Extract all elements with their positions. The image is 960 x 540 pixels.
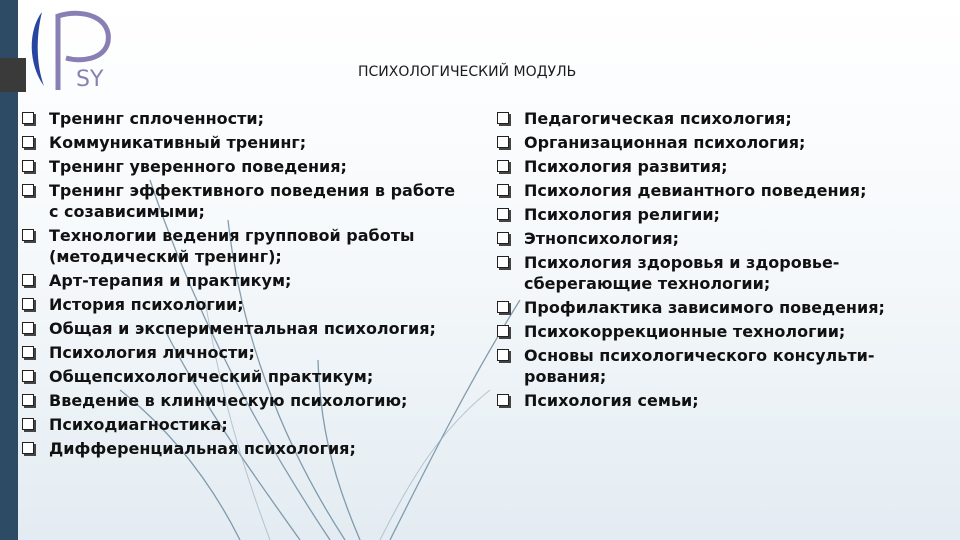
- list-item: [497, 321, 897, 342]
- checkbox-bullet-icon: [497, 301, 509, 313]
- list-item: [22, 294, 462, 315]
- list-item-text: Арт-терапия и практикум;: [49, 271, 292, 290]
- list-item-text: Введение в клиническую психологию;: [49, 391, 408, 410]
- checkbox-bullet-icon: [497, 160, 509, 172]
- list-item: [22, 108, 462, 129]
- list-item: [22, 366, 462, 387]
- checkbox-bullet-icon: [22, 418, 34, 430]
- list-item-text: Общепсихологический практикум;: [49, 367, 374, 386]
- list-item-text: Основы психологического консульти-рования;: [524, 346, 875, 386]
- list-item: [497, 132, 897, 153]
- list-item: [497, 108, 897, 129]
- list-item: [497, 204, 897, 225]
- checkbox-bullet-icon: [22, 160, 34, 172]
- list-item-text: Общая и экспериментальная психология;: [49, 319, 436, 338]
- list-item: [22, 414, 462, 435]
- checkbox-bullet-icon: [22, 322, 34, 334]
- checkbox-bullet-icon: [22, 442, 34, 454]
- list-item: [22, 270, 462, 291]
- list-item: [22, 225, 462, 267]
- list-item-text: Психология семьи;: [524, 391, 699, 410]
- right-topic-list: [497, 108, 897, 414]
- list-item: [497, 390, 897, 411]
- list-item-text: Психокоррекционные технологии;: [524, 322, 846, 341]
- list-item-text: История психологии;: [49, 295, 244, 314]
- checkbox-bullet-icon: [22, 298, 34, 310]
- svg-text:SY: SY: [76, 67, 104, 92]
- psy-logo: [22, 2, 128, 94]
- checkbox-bullet-icon: [22, 184, 34, 196]
- list-item: [22, 132, 462, 153]
- list-item: [497, 228, 897, 249]
- list-item-text: Тренинг эффективного поведения в работе с созависимыми;: [49, 181, 456, 221]
- list-item-text: Этнопсихология;: [524, 229, 680, 248]
- checkbox-bullet-icon: [497, 325, 509, 337]
- list-item-text: Психодиагностика;: [49, 415, 228, 434]
- list-item-text: Технологии ведения групповой работы (методический тренинг);: [49, 226, 415, 266]
- list-item-text: Дифференциальная психология;: [49, 439, 356, 458]
- list-item: [22, 180, 462, 222]
- list-item-text: Профилактика зависимого поведения;: [524, 298, 885, 317]
- list-item-text: Организационная психология;: [524, 133, 806, 152]
- list-item-text: Психология религии;: [524, 205, 720, 224]
- checkbox-bullet-icon: [497, 184, 509, 196]
- list-item-text: Психология развития;: [524, 157, 728, 176]
- list-item-text: Психология личности;: [49, 343, 255, 362]
- list-item-text: Тренинг уверенного поведения;: [49, 157, 347, 176]
- checkbox-bullet-icon: [497, 208, 509, 220]
- page-title: ПСИХОЛОГИЧЕСКИЙ МОДУЛЬ: [358, 64, 577, 80]
- list-item-text: Психология здоровья и здоровье-сберегающие технологии;: [524, 253, 840, 293]
- checkbox-bullet-icon: [22, 394, 34, 406]
- checkbox-bullet-icon: [497, 394, 509, 406]
- list-item: [497, 345, 897, 387]
- checkbox-bullet-icon: [22, 136, 34, 148]
- list-item: [22, 438, 462, 459]
- list-item-text: Коммуникативный тренинг;: [49, 133, 307, 152]
- checkbox-bullet-icon: [497, 136, 509, 148]
- left-topic-list: [22, 108, 462, 462]
- checkbox-bullet-icon: [22, 370, 34, 382]
- checkbox-bullet-icon: [22, 112, 34, 124]
- list-item: [22, 156, 462, 177]
- checkbox-bullet-icon: [22, 274, 34, 286]
- list-item: [497, 156, 897, 177]
- list-item-text: Педагогическая психология;: [524, 109, 792, 128]
- checkbox-bullet-icon: [497, 232, 509, 244]
- checkbox-bullet-icon: [22, 229, 34, 241]
- list-item: [497, 297, 897, 318]
- list-item-text: Психология девиантного поведения;: [524, 181, 867, 200]
- checkbox-bullet-icon: [497, 256, 509, 268]
- checkbox-bullet-icon: [22, 346, 34, 358]
- list-item: [22, 390, 462, 411]
- checkbox-bullet-icon: [497, 112, 509, 124]
- list-item: [22, 318, 462, 339]
- list-item: [497, 180, 897, 201]
- list-item: [22, 342, 462, 363]
- checkbox-bullet-icon: [497, 349, 509, 361]
- list-item-text: Тренинг сплоченности;: [49, 109, 265, 128]
- list-item: [497, 252, 897, 294]
